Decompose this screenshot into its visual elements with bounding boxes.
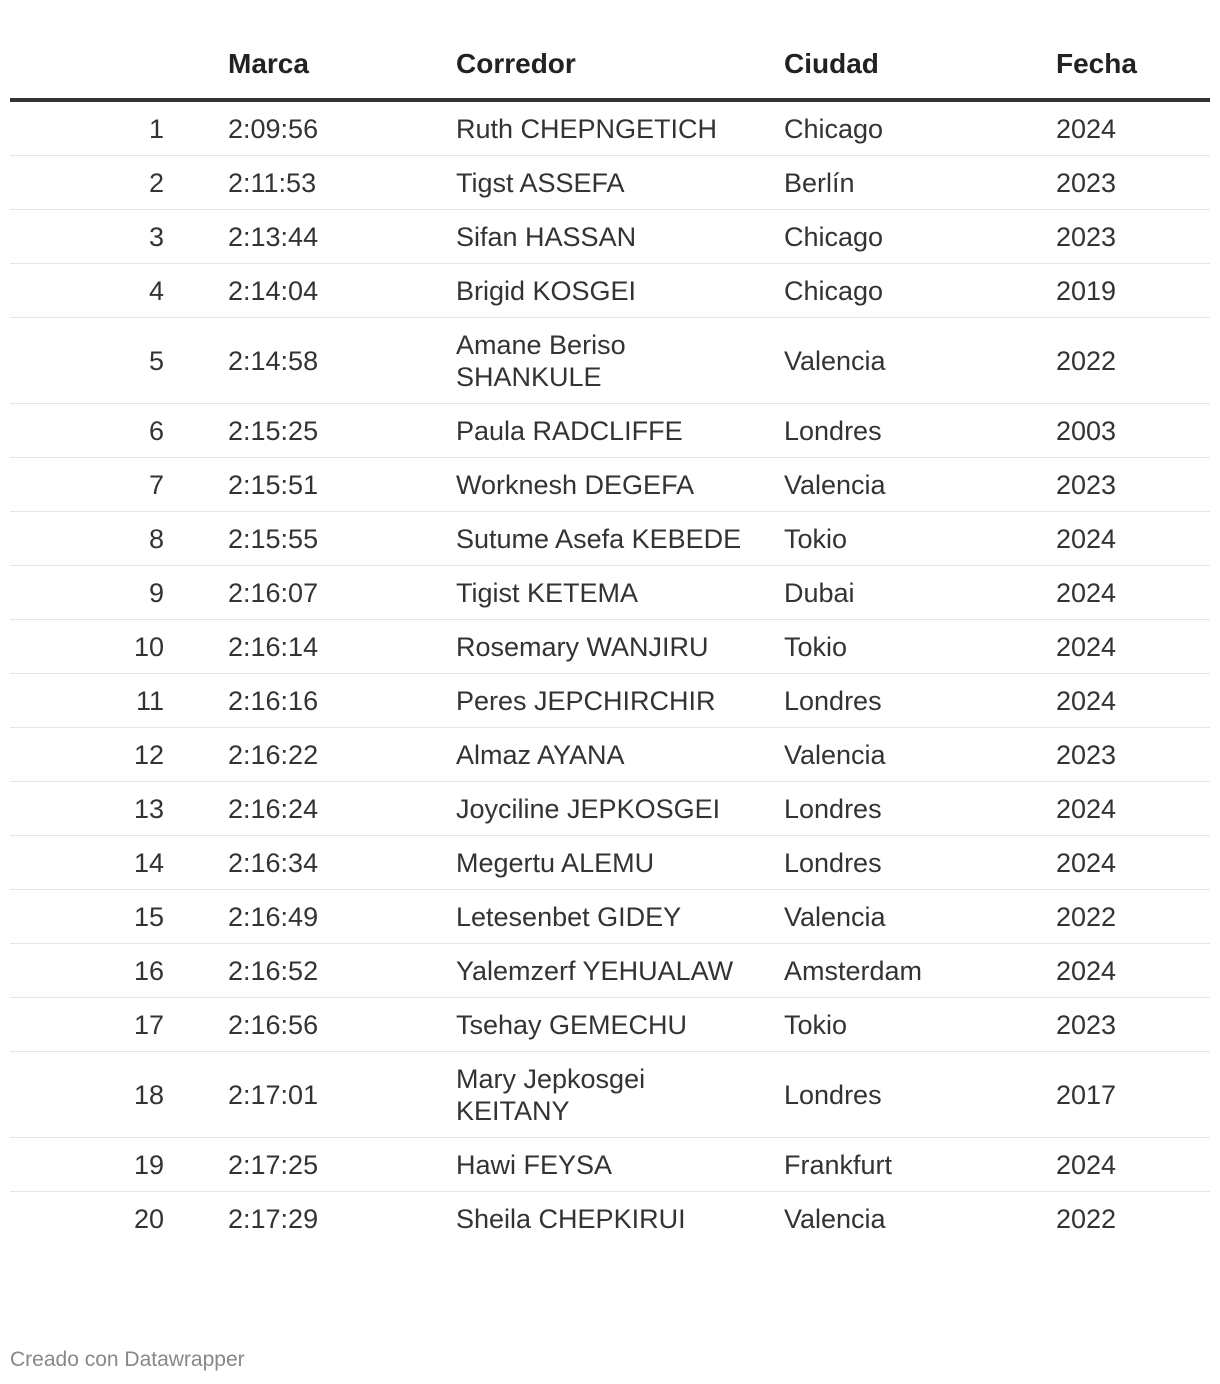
cell-marca: 2:16:56 [210,998,438,1052]
cell-corredor: Mary Jepkosgei KEITANY [438,1052,766,1138]
cell-marca: 2:16:22 [210,728,438,782]
table-row [10,210,1210,264]
cell-ciudad: Londres [766,782,1038,836]
cell-fecha: 2024 [1038,836,1210,890]
column-header-rank[interactable] [10,30,210,100]
cell-corredor: Almaz AYANA [438,728,766,782]
cell-corredor: Brigid KOSGEI [438,264,766,318]
cell-rank: 19 [10,1138,210,1192]
cell-ciudad: Londres [766,1052,1038,1138]
table-row [10,264,1210,318]
cell-fecha: 2017 [1038,1052,1210,1138]
cell-marca: 2:16:14 [210,620,438,674]
header-row [10,30,1210,100]
table-body [10,100,1210,1245]
cell-fecha: 2024 [1038,782,1210,836]
cell-corredor: Ruth CHEPNGETICH [438,100,766,156]
cell-ciudad: Chicago [766,100,1038,156]
cell-fecha: 2003 [1038,404,1210,458]
cell-ciudad: Dubai [766,566,1038,620]
cell-fecha: 2023 [1038,156,1210,210]
cell-rank: 10 [10,620,210,674]
table-row [10,836,1210,890]
cell-rank: 17 [10,998,210,1052]
cell-ciudad: Tokio [766,620,1038,674]
cell-ciudad: Londres [766,674,1038,728]
table-row [10,998,1210,1052]
cell-marca: 2:16:49 [210,890,438,944]
table-header [10,30,1210,100]
table-row [10,944,1210,998]
cell-corredor: Amane Beriso SHANKULE [438,318,766,404]
cell-corredor: Tigist KETEMA [438,566,766,620]
cell-rank: 3 [10,210,210,264]
table-row [10,318,1210,404]
cell-rank: 9 [10,566,210,620]
cell-ciudad: Valencia [784,1204,886,1234]
table-row [10,1138,1210,1192]
cell-corredor: Peres JEPCHIRCHIR [438,674,766,728]
cell-rank: 2 [10,156,210,210]
cell-fecha: 2022 [1038,890,1210,944]
cell-marca: 2:14:04 [210,264,438,318]
cell-ciudad: Valencia [766,458,1038,512]
table-row [10,512,1210,566]
table-row [10,728,1210,782]
cell-marca: 2:09:56 [210,100,438,156]
cell-rank: 5 [10,318,210,404]
table-row [10,674,1210,728]
column-header-corredor[interactable]: Corredor [438,30,766,100]
cell-ciudad: Berlín [766,156,1038,210]
column-header-ciudad[interactable]: Ciudad [766,30,1038,100]
cell-fecha: 2023 [1038,728,1210,782]
cell-marca: 2:15:51 [210,458,438,512]
cell-ciudad: Tokio [766,512,1038,566]
table-row [10,404,1210,458]
cell-rank: 20 [133,1204,164,1234]
column-header-fecha[interactable]: Fecha [1038,30,1210,100]
cell-rank: 14 [10,836,210,890]
cell-marca: 2:13:44 [210,210,438,264]
cell-marca: 2:16:24 [210,782,438,836]
table-row [10,782,1210,836]
cell-rank: 8 [10,512,210,566]
cell-fecha: 2024 [1038,100,1210,156]
footer-credit: Creado con Datawrapper [10,1348,245,1371]
cell-rank: 4 [10,264,210,318]
cell-marca: 2:17:29 [228,1204,319,1234]
cell-marca: 2:16:16 [210,674,438,728]
table-row [10,458,1210,512]
cell-marca: 2:16:52 [210,944,438,998]
cell-rank: 6 [10,404,210,458]
table-row [10,100,1210,156]
cell-corredor: Tigst ASSEFA [438,156,766,210]
cell-corredor: Yalemzerf YEHUALAW [438,944,766,998]
cell-fecha: 2023 [1038,458,1210,512]
cell-ciudad: Chicago [766,210,1038,264]
cell-fecha: 2022 [1056,1204,1117,1234]
cell-ciudad: Frankfurt [766,1138,1038,1192]
cell-fecha: 2024 [1038,512,1210,566]
cell-corredor: Worknesh DEGEFA [438,458,766,512]
cell-rank: 7 [10,458,210,512]
cell-ciudad: Chicago [766,264,1038,318]
table-row [10,1192,1210,1246]
cell-rank: 16 [10,944,210,998]
column-header-marca[interactable]: Marca [210,30,438,100]
cell-ciudad: Tokio [766,998,1038,1052]
cell-fecha: 2024 [1038,1138,1210,1192]
cell-corredor: Tsehay GEMECHU [438,998,766,1052]
cell-fecha: 2024 [1038,566,1210,620]
cell-ciudad: Amsterdam [766,944,1038,998]
cell-corredor: Letesenbet GIDEY [438,890,766,944]
cell-rank: 11 [10,674,210,728]
cell-corredor: Megertu ALEMU [438,836,766,890]
table-row [10,1052,1210,1138]
cell-rank: 15 [10,890,210,944]
cell-marca: 2:15:55 [210,512,438,566]
data-table-container [10,30,1210,1245]
cell-fecha: 2022 [1038,318,1210,404]
cell-fecha: 2019 [1038,264,1210,318]
cell-marca: 2:11:53 [210,156,438,210]
cell-marca: 2:17:25 [210,1138,438,1192]
cell-ciudad: Londres [766,836,1038,890]
cell-rank: 13 [10,782,210,836]
cell-ciudad: Londres [766,404,1038,458]
table-row [10,156,1210,210]
cell-corredor: Paula RADCLIFFE [438,404,766,458]
cell-corredor: Hawi FEYSA [438,1138,766,1192]
cell-corredor: Sheila CHEPKIRUI [456,1204,686,1234]
cell-rank: 1 [10,100,210,156]
table-row [10,620,1210,674]
cell-corredor: Sutume Asefa KEBEDE [438,512,766,566]
cell-ciudad: Valencia [766,728,1038,782]
cell-fecha: 2023 [1038,998,1210,1052]
cell-marca: 2:16:07 [210,566,438,620]
cell-fecha: 2024 [1038,674,1210,728]
cell-corredor: Joyciline JEPKOSGEI [438,782,766,836]
cell-fecha: 2023 [1038,210,1210,264]
cell-rank: 12 [10,728,210,782]
table-row [10,890,1210,944]
cell-ciudad: Valencia [766,318,1038,404]
data-table [10,30,1210,1245]
cell-marca: 2:14:58 [210,318,438,404]
cell-marca: 2:15:25 [210,404,438,458]
cell-corredor: Rosemary WANJIRU [438,620,766,674]
cell-corredor: Sifan HASSAN [438,210,766,264]
cell-fecha: 2024 [1038,944,1210,998]
cell-fecha: 2024 [1038,620,1210,674]
cell-marca: 2:16:34 [210,836,438,890]
cell-marca: 2:17:01 [210,1052,438,1138]
cell-ciudad: Valencia [766,890,1038,944]
table-row [10,566,1210,620]
cell-rank: 18 [10,1052,210,1138]
